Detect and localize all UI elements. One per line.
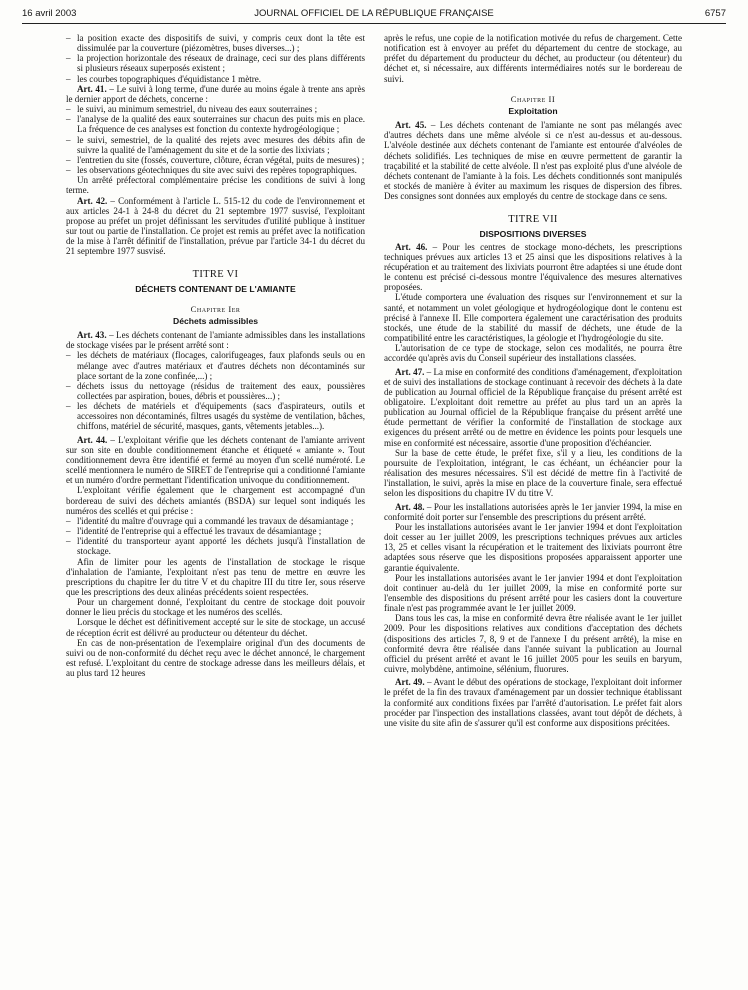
right-column: [384, 33, 682, 728]
titre-heading: TITRE VII: [508, 214, 558, 226]
paragraph: Afin de limiter pour les agents de l'installation de stockage le risque d'inhalation de l'amiante, l'exploitant n'est pas tenu de mettre en œuvre les prescriptions du chapitre Ier du titre V et du chapitre III du titre Ier, sous réserve que les prescriptions des deux alinéas précédents soient respectées.: [66, 556, 365, 597]
titre-heading: TITRE VI: [192, 269, 239, 281]
article-label: Art. 46.: [395, 241, 428, 252]
list-item: – l'identité de l'entreprise qui a effectué les travaux de désamiantage ;: [66, 526, 365, 536]
list-art44: [66, 516, 365, 557]
left-column: [66, 33, 365, 678]
article-label: Art. 48.: [395, 501, 425, 512]
article-text: – Pour les installations autorisées après le 1er janvier 1994, la mise en conformité doit porter sur l'ensemble des prescriptions du présent arrêté.: [384, 501, 682, 522]
article-label: Art. 49.: [395, 677, 425, 688]
list-item: – déchets issus du nettoyage (résidus de traitement des eaux, poussières collectées par aspiration, boues, débris et poussières...) ;: [66, 381, 365, 401]
paragraph: L'exploitant vérifie également que le chargement est accompagné d'un bordereau de suivi des déchets amiantés (BSDA) sur lequel sont indiqués les numéros des scellés et qui précise :: [66, 485, 365, 516]
list-item: – l'entretien du site (fossés, couverture, clôture, écran végétal, puits de mesures) ;: [66, 155, 365, 165]
article-label: Art. 41.: [77, 83, 107, 94]
list-top-bullets: [66, 33, 365, 84]
article-41: [66, 84, 365, 104]
paragraph: Pour un chargement donné, l'exploitant du centre de stockage doit pouvoir donner le lieu précis du stockage et les numéros des scellés.: [66, 597, 365, 618]
list-item: – l'identité du transporteur ayant apporté les déchets jusqu'à l'installation de stockage.: [66, 536, 365, 556]
header-page-number: 6757: [704, 8, 726, 19]
list-item: – les déchets de matériaux (flocages, calorifugeages, faux plafonds seuls ou en mélange avec d'autres matériaux et d'autres déchets non décontaminés sur place sortant de la zone confinée,...) ;: [66, 350, 365, 380]
article-label: Art. 44.: [77, 434, 108, 445]
paragraph: Pour les installations autorisées avant le 1er janvier 1994 et dont l'exploitation doit cesser au 1er juillet 2009, les prescriptions techniques prévues aux articles 13, 25 et celles visant la récupération et le traitement des lixiviats pourront être adaptées sous réserve que les dispositions proposées apparaissent apporter une garantie équivalente.: [384, 521, 682, 573]
article-42: [66, 196, 365, 257]
article-49: [384, 677, 682, 728]
article-label: Art. 45.: [395, 120, 427, 131]
header-date: 16 avril 2003: [22, 8, 77, 19]
paragraph: Sur la base de cette étude, le préfet fixe, s'il y a lieu, les conditions de la poursuite de l'exploitation, intégrant, le cas échéant, un échéancier pour la réalisation des mesures nécessaires. S'il est décidé de mettre fin à l'activité de l'installation, le suivi, après la mise en place de la couverture finale, sera effectué selon les dispositions du chapitre IV du titre V.: [384, 447, 682, 499]
article-text: – Le suivi à long terme, d'une durée au moins égale à trente ans après le dernier apport de déchets, concerne :: [66, 83, 365, 104]
article-text: – Pour les centres de stockage mono-déchets, les prescriptions techniques prévues aux articles 13 et 25 ainsi que les dispositions relatives à la récupération et au traitement des lixiviats pourront être adaptées si une étude dont le contenu est précisé ci-dessous montre l'équivalence des mesures alternatives proposées.: [384, 241, 682, 293]
paragraph: L'autorisation de ce type de stockage, selon ces modalités, ne pourra être accordée qu'après avis du Conseil supérieur des installations classées.: [384, 343, 682, 364]
article-43: [66, 330, 365, 350]
chapter-heading: Chapitre Ier: [190, 303, 241, 314]
article-label: Art. 42.: [77, 195, 108, 206]
paragraph: Lorsque le déchet est définitivement accepté sur le site de stockage, un accusé de réception écrit est délivré au producteur ou détenteur du déchet.: [66, 617, 365, 638]
list-item: – la projection horizontale des réseaux de drainage, ceci sur des plans différents si plusieurs réseaux superposés existent ;: [66, 53, 365, 73]
list-item: – l'identité du maître d'ouvrage qui a commandé les travaux de désamiantage ;: [66, 516, 365, 526]
list-item: – les courbes topographiques d'équidistance 1 mètre.: [66, 74, 365, 84]
paragraph: En cas de non-présentation de l'exemplaire original d'un des documents de suivi ou de non-conformité du déchet reçu avec le déchet annoncé, le chargement est refusé. L'exploitant du centre de stockage adresse dans les meilleurs délais, et au plus tard 12 heures: [66, 637, 365, 679]
paragraph: Dans tous les cas, la mise en conformité devra être réalisée avant le 1er juillet 2009. Pour les dispositions relatives aux conditions d'acceptation des déchets (dispositions des articles 7, 8, 9 et de l'annexe I du présent arrêté), la mise en conformité devra être réalisée dans l'année suivant la publication au Journal officiel du présent arrêté et avant le 16 juillet 2005 pour les seuils en baryum, cuivre, molybdène, antimoine, sélénium, fluorures.: [384, 613, 682, 675]
article-text: – Les déchets contenant de l'amiante admissibles dans les installations de stockage visées par le présent arrêté sont :: [66, 330, 365, 351]
article-text: – L'exploitant vérifie que les déchets contenant de l'amiante arrivent sur son site en double conditionnement étanche et étiqueté « amiante ». Tout conditionnement devra être identifié et fermé au moyen d'un scellé numéroté. Le scellé mentionnera le numéro de SIRET de l'entreprise qui a conditionné l'amiante et un numéro d'ordre permettant l'identification univoque du conditionnement.: [66, 434, 365, 486]
list-item: – le suivi, semestriel, de la qualité des rejets avec mesures des débits afin de suivre la qualité de l'aménagement du site et de la sortie des lixiviats ;: [66, 135, 365, 155]
article-text: – Conformément à l'article L. 515-12 du code de l'environnement et aux articles 24-1 à 24-8 du décret du 21 septembre 1977 susvisé, l'exploitant propose au préfet un projet définissant les servitudes d'utilité publique à instituer sur tout ou partie de l'installation. Ce projet est remis au préfet avec la notification de la mise à l'arrêt définitif de l'installation, prévue par l'article 34-1 du décret du 21 septembre 1977 susvisé.: [66, 195, 365, 257]
article-45: [384, 120, 682, 201]
list-art43: [66, 350, 365, 431]
paragraph: après le refus, une copie de la notification motivée du refus de chargement. Cette notification est à envoyer au préfet du département du centre de stockage, au préfet du département du producteur du déchet, au producteur (ou détenteur) du déchet et, si nécessaire, aux différents intermédiaires notés sur le bordereau de suivi.: [384, 33, 682, 84]
article-47: [384, 367, 682, 448]
chapter-title: Exploitation: [508, 105, 558, 116]
chapter-title: Déchets admissibles: [172, 315, 259, 326]
article-44: [66, 435, 365, 486]
header-journal-title: JOURNAL OFFICIEL DE LA RÉPUBLIQUE FRANÇAISE: [254, 8, 494, 19]
titre-subheading: DÉCHETS CONTENANT DE L'AMIANTE: [135, 283, 296, 294]
article-46: [384, 242, 682, 293]
article-text: – Les déchets contenant de l'amiante ne sont pas mélangés avec d'autres déchets dans une même alvéole si ce n'est au-dessus et au-dessous. L'alvéole destinée aux déchets contenant de l'amiante est entourée d'alvéoles de déchets solidifiés. Les techniques de mise en œuvre permettent de garantir la traçabilité et la stabilité de cette alvéole. Il n'est pas exploité plus d'une alvéole de déchets contenant de l'amiante à la fois. Les déchets conditionnés sont manipulés et stockés de manière à éviter au maximum les risques de dispersion des fibres. Des consignes sont données aux employés du centre de stockage dans ce sens.: [384, 120, 682, 202]
article-label: Art. 43.: [77, 330, 107, 341]
paragraph: Un arrêté préfectoral complémentaire précise les conditions de suivi à long terme.: [66, 175, 365, 196]
list-item: – la position exacte des dispositifs de suivi, y compris ceux dont la tête est dissimulée par la couverture (piézomètres, buses diverses...) ;: [66, 33, 365, 53]
list-item: – les déchets de matériels et d'équipements (sacs d'aspirateurs, outils et accessoires non décontaminés, filtres usagés du système de ventilation, bâches, chiffons, matériel de sécurité, masques, gants, vêtements jetables...).: [66, 401, 365, 431]
article-48: [384, 502, 682, 522]
list-item: – les observations géotechniques du site avec suivi des repères topographiques.: [66, 165, 365, 175]
list-art41: [66, 104, 365, 175]
chapter-heading: Chapitre II: [510, 93, 556, 104]
article-text: – La mise en conformité des conditions d'aménagement, d'exploitation et de suivi des installations de stockage continuant à recevoir des déchets à la date de publication au Journal officiel de la République française du présent arrêté est obligatoire. L'exploitant doit remettre au préfet au plus tard un an après la publication au Journal officiel de la République française du présent arrêté une étude permettant de vérifier la conformité de l'installation de stockage aux exigences du présent arrêté ou de mettre en évidence les points pour lesquels une mise en conformité est nécessaire, assortie d'une proposition d'échéancier.: [384, 366, 682, 448]
article-text: – Avant le début des opérations de stockage, l'exploitant doit informer le préfet de la fin des travaux d'aménagement par un dossier technique établissant la conformité aux conditions fixées par l'arrêté d'autorisation. Le préfet fait alors procéder par l'inspection des installations classées, avant tout dépôt de déchets, à une visite du site afin de s'assurer qu'il est conforme aux dispositions précitées.: [384, 677, 682, 728]
list-item: – l'analyse de la qualité des eaux souterraines sur chacun des puits mis en place. La fréquence de ces analyses est fonction du contexte hydrogéologique ;: [66, 114, 365, 134]
header-rule: [22, 23, 726, 24]
article-label: Art. 47.: [395, 366, 425, 377]
paragraph: Pour les installations autorisées avant le 1er janvier 1994 et dont l'exploitation doit continuer au-delà du 1er juillet 2009, la mise en conformité porte sur l'ensemble des dispositions du présent arrêté pour les casiers dont la couverture finale n'est pas programmée avant le 1er juillet 2009.: [384, 572, 682, 614]
list-item: – le suivi, au minimum semestriel, du niveau des eaux souterraines ;: [66, 104, 365, 114]
titre-subheading: DISPOSITIONS DIVERSES: [479, 228, 587, 239]
paragraph: L'étude comportera une évaluation des risques sur l'environnement et sur la santé, et notamment un volet géologique et hydrogéologique dont le contenu est précisé à l'annexe II. Elle comportera également une caractérisation des produits stockés, une étude de la stabilité du massif de déchets, une étude de la compatibilité entre les caractéristiques, la géologie et l'hydrogéologie du site.: [384, 292, 682, 344]
page-header: [22, 8, 726, 22]
